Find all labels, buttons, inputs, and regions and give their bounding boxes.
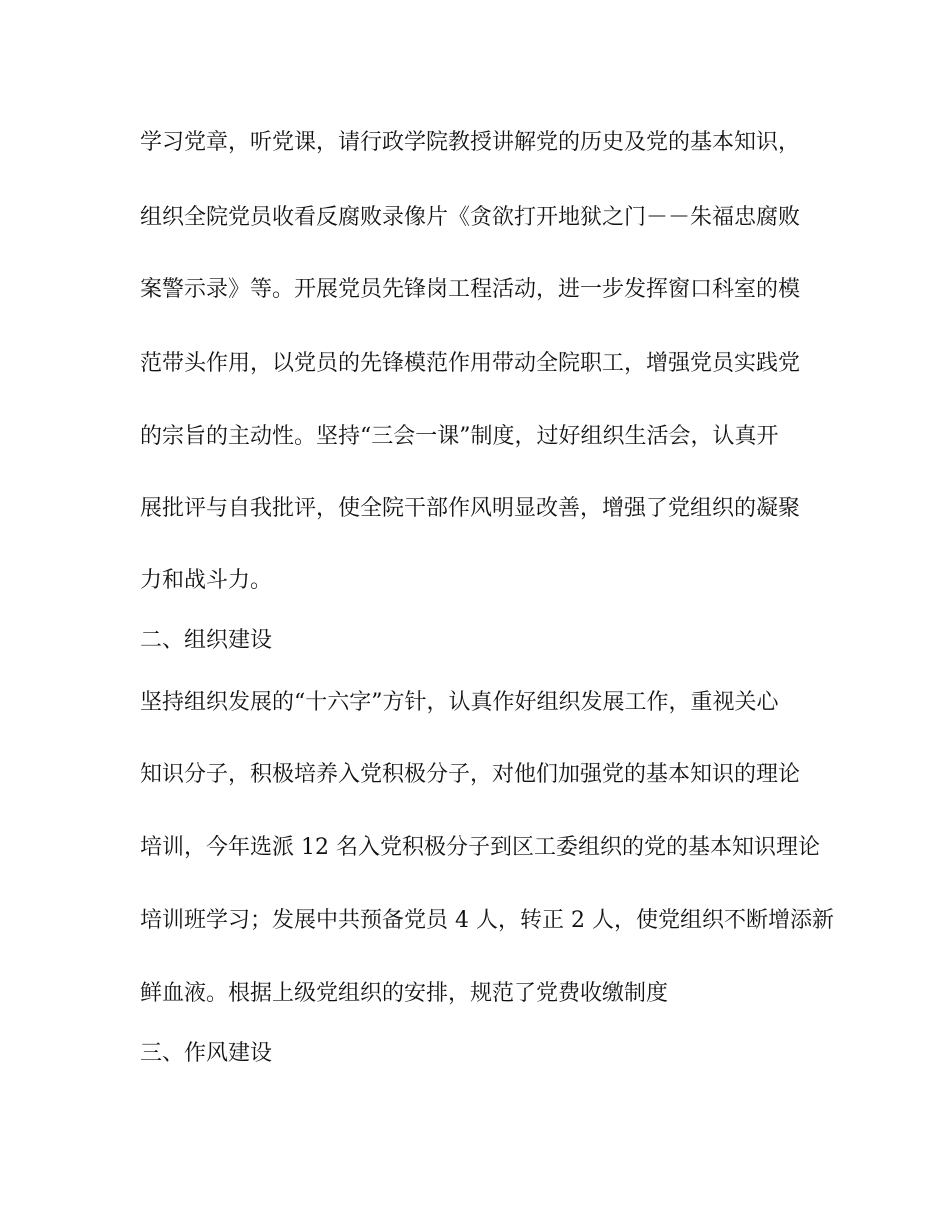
section-heading: 二、组织建设 [140, 628, 273, 653]
text-line: 培训，今年选派 12 名入党积极分子到区工委组织的党的基本知识理论 [140, 835, 820, 860]
text-line: 展批评与自我批评，使全院干部作风明显改善，增强了党组织的凝聚 [140, 496, 801, 521]
text-line: 案警示录》等。开展党员先锋岗工程活动，进一步发挥窗口科室的模 [140, 277, 801, 302]
text-line: 力和战斗力。 [140, 568, 273, 593]
text-line: 范带头作用，以党员的先锋模范作用带动全院职工，增强党员实践党 [140, 351, 801, 376]
text-line: 培训班学习；发展中共预备党员 4 人，转正 2 人，使党组织不断增添新 [140, 908, 834, 933]
text-line: 组织全院党员收看反腐败录像片《贪欲打开地狱之门－－朱福忠腐败 [140, 205, 801, 230]
text-line: 坚持组织发展的“十六字”方针，认真作好组织发展工作，重视关心 [140, 690, 779, 715]
text-line: 的宗旨的主动性。坚持“三会一课”制度，过好组织生活会，认真开 [140, 424, 779, 449]
text-line: 鲜血液。根据上级党组织的安排，规范了党费收缴制度 [140, 981, 669, 1006]
text-line: 知识分子，积极培养入党积极分子，对他们加强党的基本知识的理论 [140, 762, 801, 787]
section-heading: 三、作风建设 [140, 1041, 273, 1066]
text-line: 学习党章，听党课，请行政学院教授讲解党的历史及党的基本知识， [140, 130, 801, 155]
